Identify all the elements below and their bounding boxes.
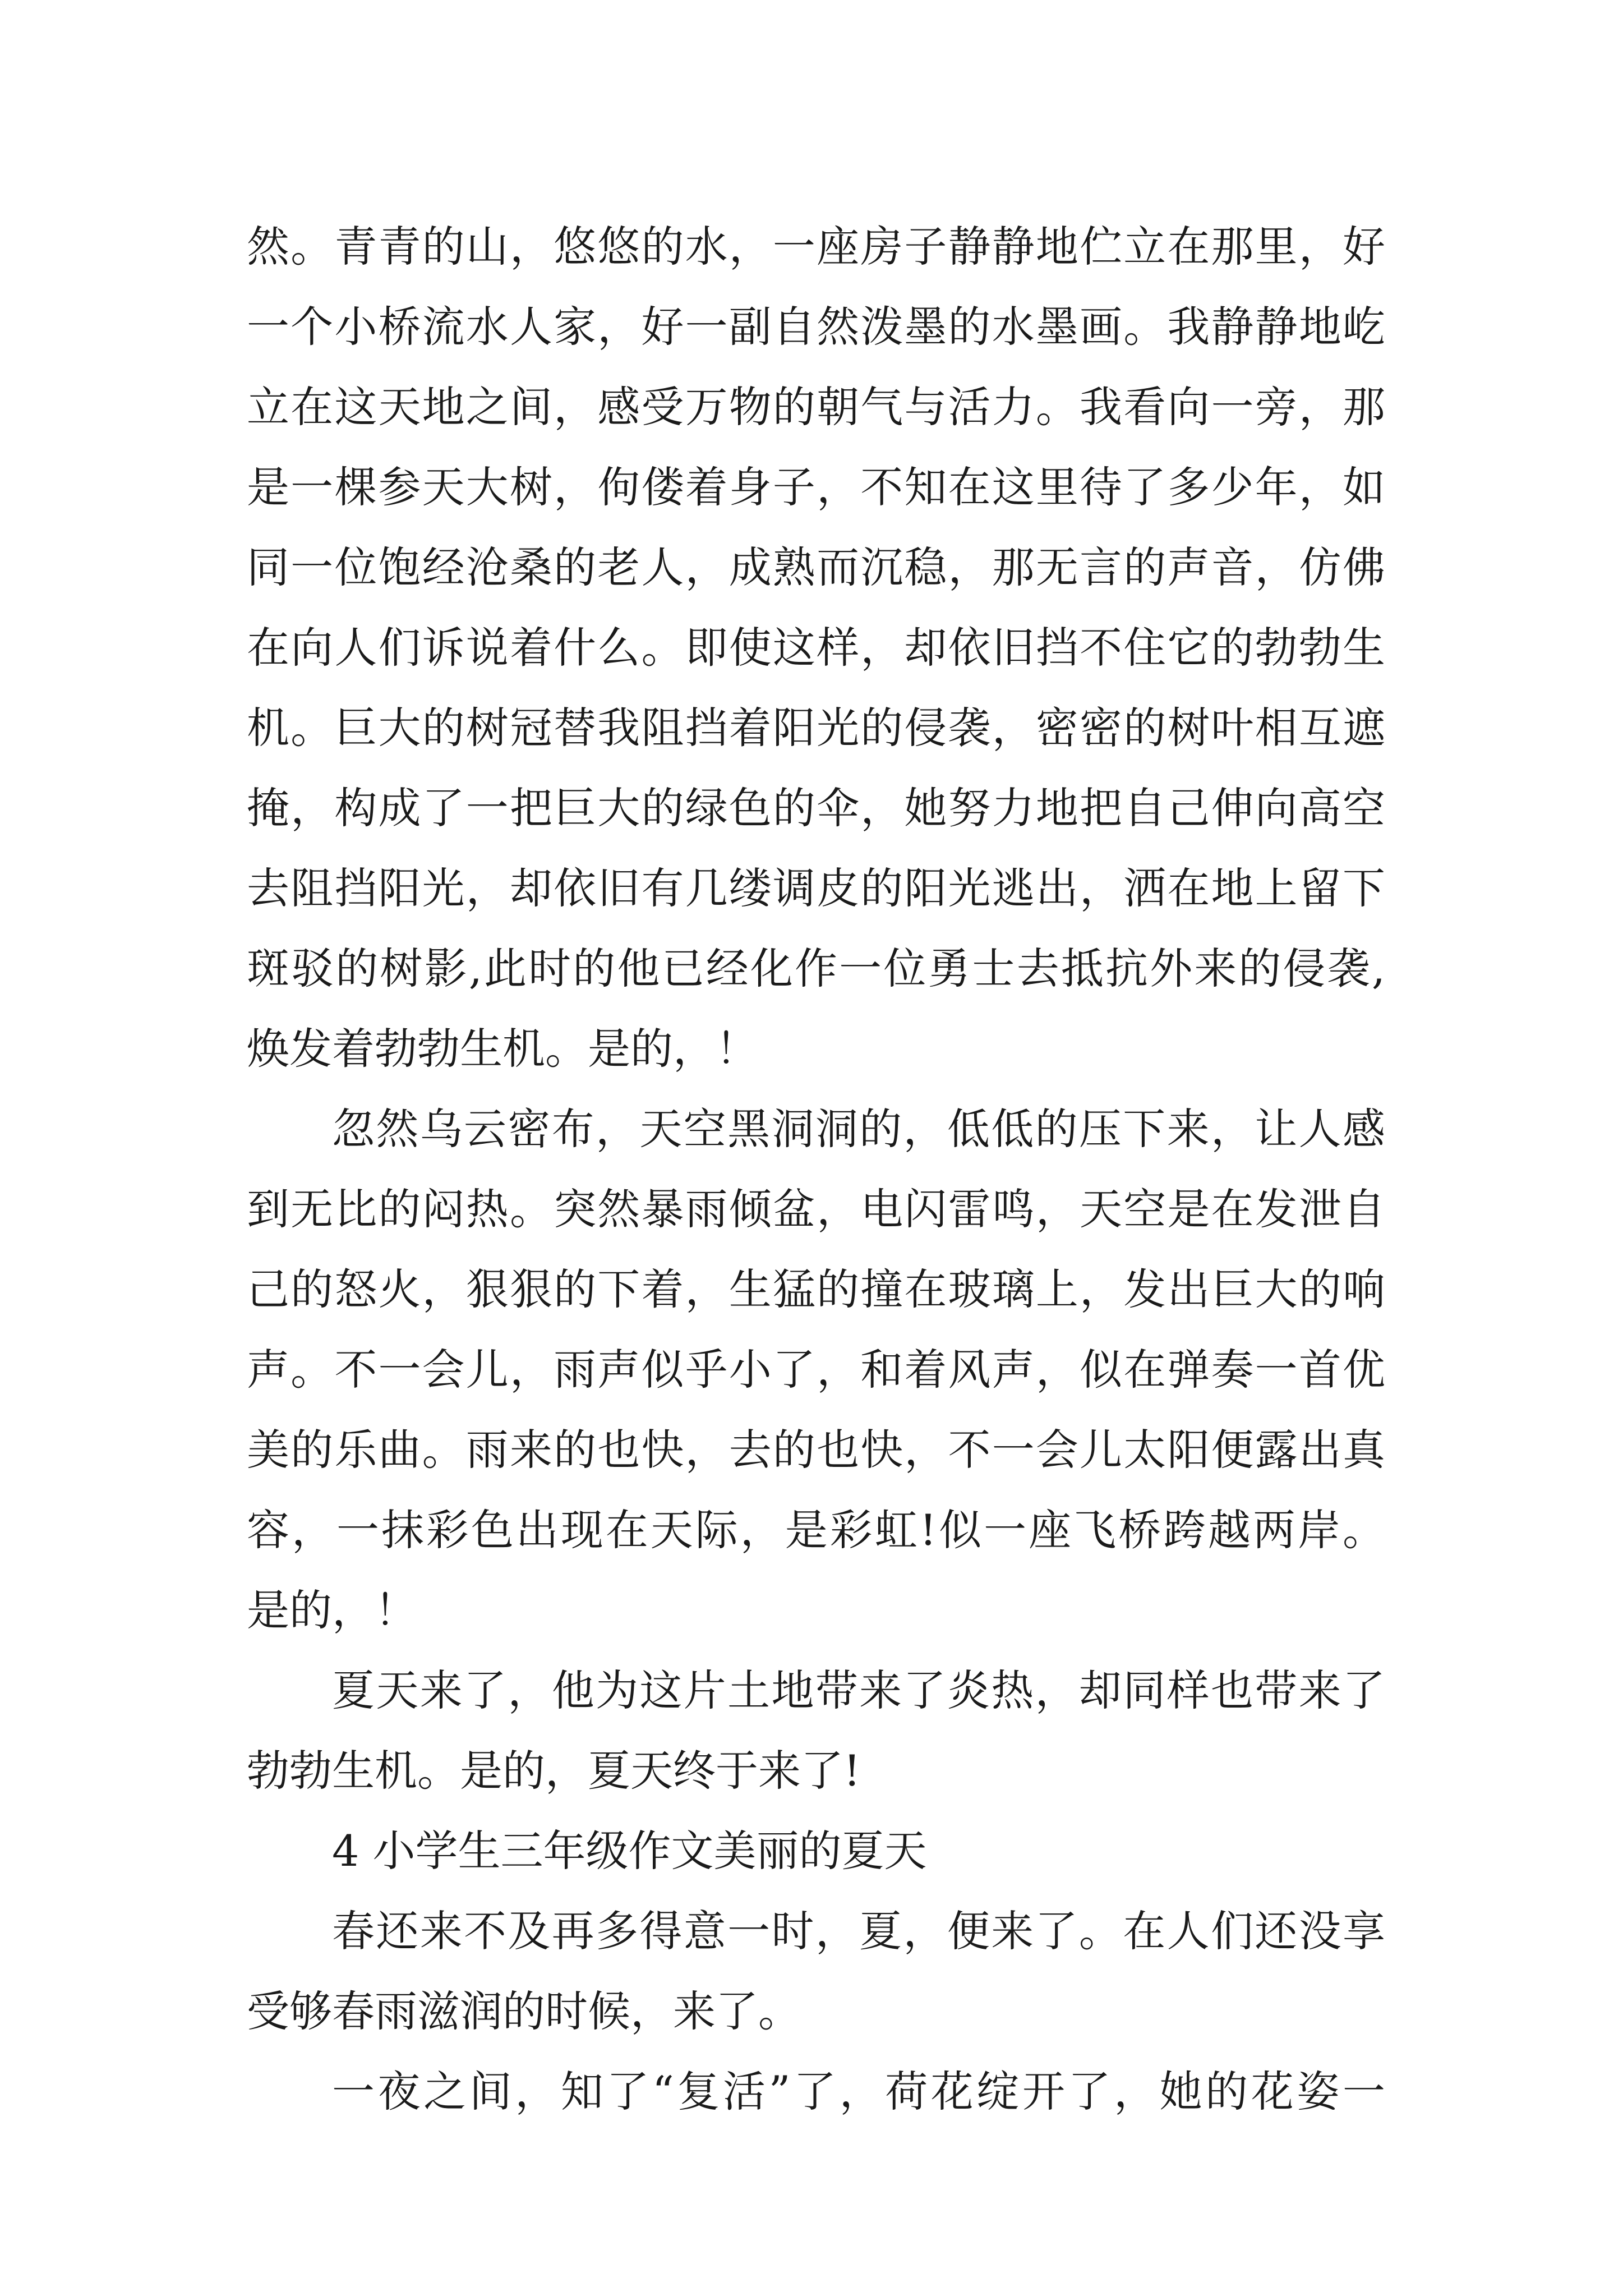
text-line: 己的怒火，狠狠的下着，生猛的撞在玻璃上，发出巨大的响 [247, 1264, 1385, 1314]
text-line: 去阻挡阳光，却依旧有几缕调皮的阳光逃出，洒在地上留下 [247, 863, 1385, 913]
document-body [247, 206, 1385, 2132]
text-line: 机。巨大的树冠替我阻挡着阳光的侵袭，密密的树叶相互遮 [247, 703, 1385, 753]
paragraph [247, 206, 1385, 1089]
heading-text: 4 小学生三年级作文美丽的夏天 [332, 1826, 927, 1876]
text-line: 斑驳的树影,此时的他已经化作一位勇士去抵抗外来的侵袭, [247, 944, 1385, 993]
text-line: 在向人们诉说着什么。即使这样，却依旧挡不住它的勃勃生 [247, 623, 1385, 673]
paragraph [247, 2051, 1385, 2132]
paragraph [247, 1089, 1385, 1650]
text-line: 一个小桥流水人家，好一副自然泼墨的水墨画。我静静地屹 [247, 302, 1385, 352]
text-line: 是一棵参天大树，佝偻着身子，不知在这里待了多少年，如 [247, 462, 1385, 512]
text-line: 夏天来了，他为这片土地带来了炎热，却同样也带来了 [332, 1665, 1385, 1715]
text-line: 一夜之间，知了“复活”了，荷花绽开了，她的花姿一 [332, 2067, 1385, 2116]
section-heading [247, 1811, 1385, 1891]
text-line: 勃勃生机。是的，夏天终于来了! [247, 1746, 861, 1796]
text-line: 春还来不及再多得意一时，夏，便来了。在人们还没享 [332, 1906, 1385, 1956]
text-line: 是的，！ [247, 1585, 417, 1635]
text-line: 受够春雨滋润的时候，来了。 [247, 1986, 801, 2036]
paragraph [247, 1650, 1385, 1811]
text-line: 立在这天地之间，感受万物的朝气与活力。我看向一旁，那 [247, 382, 1385, 432]
text-line: 然。青青的山，悠悠的水，一座房子静静地伫立在那里，好 [247, 222, 1385, 272]
text-line: 声。不一会儿，雨声似乎小了，和着风声，似在弹奏一首优 [247, 1345, 1385, 1395]
text-line: 同一位饱经沧桑的老人，成熟而沉稳，那无言的声音，仿佛 [247, 542, 1385, 592]
text-line: 美的乐曲。雨来的也快，去的也快，不一会儿太阳便露出真 [247, 1425, 1385, 1475]
text-line: 忽然乌云密布，天空黑洞洞的，低低的压下来，让人感 [332, 1104, 1385, 1154]
text-line: 到无比的闷热。突然暴雨倾盆，电闪雷鸣，天空是在发泄自 [247, 1184, 1385, 1234]
text-line: 容，一抹彩色出现在天际，是彩虹!似一座飞桥跨越两岸。 [247, 1505, 1385, 1555]
text-line: 掩，构成了一把巨大的绿色的伞，她努力地把自己伸向高空 [247, 783, 1385, 833]
text-line: 焕发着勃勃生机。是的，！ [247, 1024, 758, 1074]
paragraph [247, 1891, 1385, 2051]
